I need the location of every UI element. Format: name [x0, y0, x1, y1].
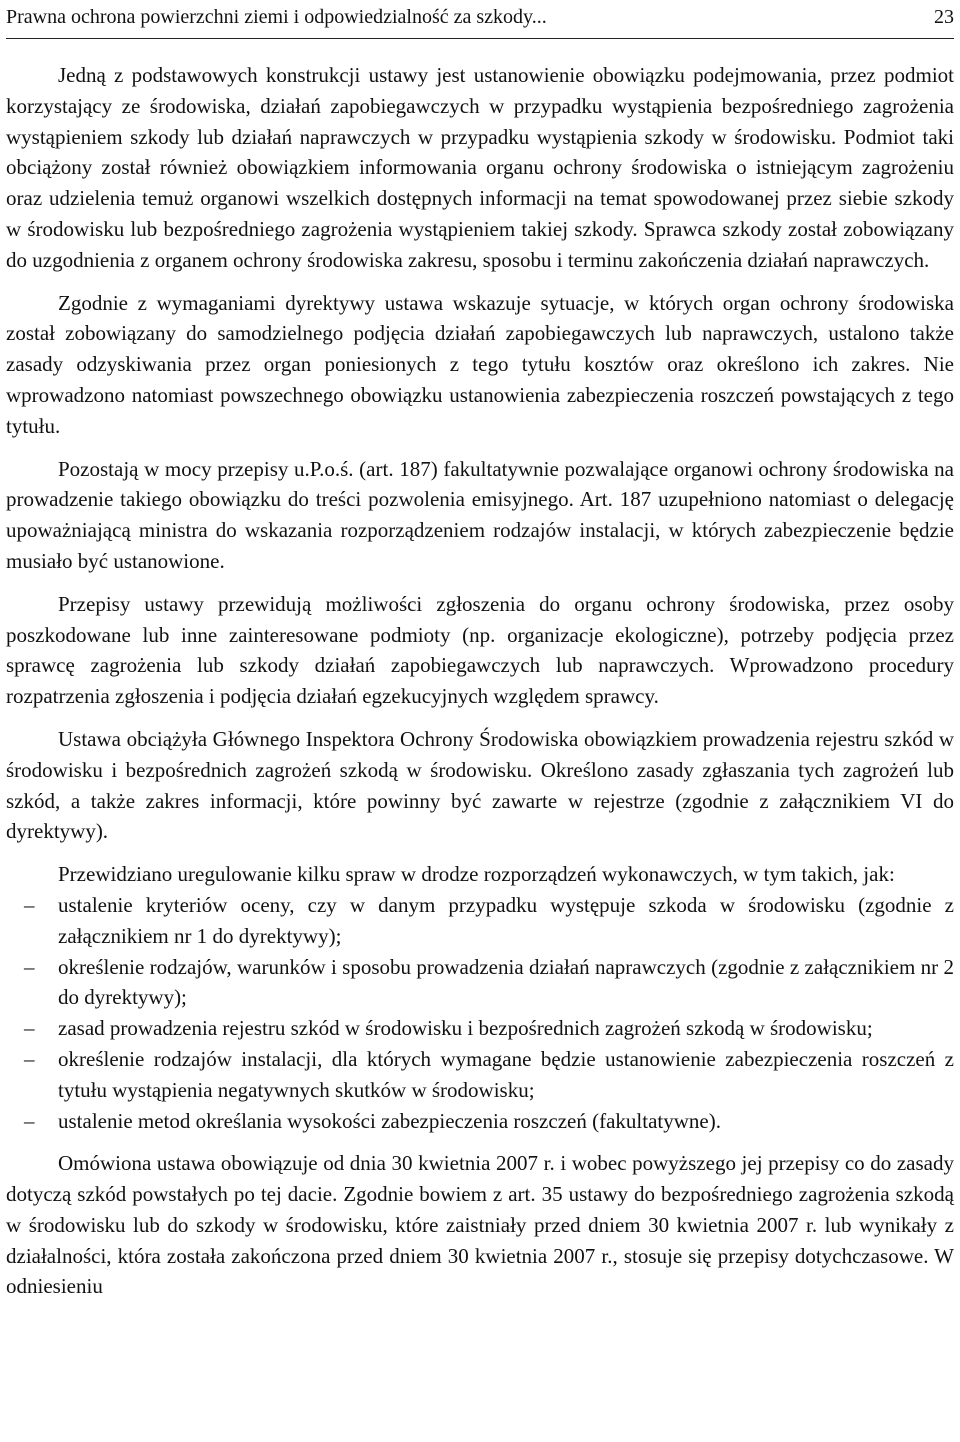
paragraph-1: Jedną z podstawowych konstrukcji ustawy jest ustanowienie obowiązku podejmowania, przez podmiot korzystający ze środowiska, działań zapobiegawczych w przypadku wystąpienia bezpośredniego zagrożenia wystąpieniem szkody lub działań naprawczych w przypadku wystąpienia szkody w środowisku. Podmiot taki obciążony został również obowiązkiem informowania organu ochrony środowiska o istniejącym zagrożeniu oraz udzielenia temuż organowi wszelkich dostępnych informacji na temat spowodowanej przez siebie szkody w środowisku lub bezpośredniego zagrożenia wystąpieniem takiej szkody. Sprawca szkody został zobowiązany do uzgodnienia z organem ochrony środowiska zakresu, sposobu i terminu zakończenia działań naprawczych. [6, 63, 954, 272]
list-item-text: określenie rodzajów, warunków i sposobu prowadzenia działań naprawczych (zgodnie z załącznikiem nr 2 do dyrektywy); [58, 954, 954, 1010]
page-header [6, 4, 954, 30]
body-text [6, 60, 954, 1302]
paragraph-2: Zgodnie z wymaganiami dyrektywy ustawa wskazuje sytuacje, w których organ ochrony środowiska został zobowiązany do samodzielnego podjęcia działań zapobiegawczych lub naprawczych, ustalono także zasady odzyskiwania przez organ poniesionych z tego tytułu kosztów oraz określono ich zakres. Nie wprowadzono natomiast powszechnego obowiązku ustanowienia zabezpieczenia roszczeń powstających z tego tytułu. [6, 290, 954, 438]
paragraph-6: Przewidziano uregulowanie kilku spraw w drodze rozporządzeń wykonawczych, w tym takich, jak: [58, 862, 895, 887]
paragraph-4: Przepisy ustawy przewidują możliwości zgłoszenia do organu ochrony środowiska, przez osoby poszkodowane lub inne zainteresowane podmioty (np. organizacje ekologiczne), potrzeby podjęcia przez sprawcę zagrożenia lub szkody działań zapobiegawczych lub naprawczych. Wprowadzono procedury rozpatrzenia zgłoszenia i podjęcia działań egzekucyjnych względem sprawcy. [6, 591, 954, 709]
dash-marker: – [24, 892, 35, 917]
dash-marker: – [24, 954, 35, 979]
list-item [6, 890, 954, 952]
list-item [6, 1013, 954, 1044]
list-item-text: ustalenie metod określania wysokości zabezpieczenia roszczeń (fakultatywne). [58, 1108, 721, 1133]
dash-marker: – [24, 1108, 35, 1133]
list-item-text: określenie rodzajów instalacji, dla których wymagane będzie ustanowienie zabezpieczenia roszczeń z tytułu wystąpienia negatywnych skutków w środowisku; [58, 1046, 954, 1102]
header-rule [6, 38, 954, 39]
list-item [6, 952, 954, 1014]
paragraph-final: Omówiona ustawa obowiązuje od dnia 30 kwietnia 2007 r. i wobec powyższego jej przepisy co do zasady dotyczą szkód powstałych po tej dacie. Zgodnie bowiem z art. 35 ustawy do bezpośredniego zagrożenia szkodą w środowisku lub do szkody w środowisku, które zaistniały przed dniem 30 kwietnia 2007 r. lub wynikały z działalności, która została zakończona przed dniem 30 kwietnia 2007 r., stosuje się przepisy dotychczasowe. W odniesieniu [6, 1151, 954, 1299]
paragraph-3: Pozostają w mocy przepisy u.P.o.ś. (art. 187) fakultatywnie pozwalające organowi ochrony środowiska na prowadzenie takiego obowiązku do treści pozwolenia emisyjnego. Art. 187 uzupełniono natomiast o delegację upoważniającą ministra do wskazania rozporządzeniem rodzajów instalacji, w których zabezpieczenie będzie musiało być ustanowione. [6, 456, 954, 573]
dash-marker: – [24, 1046, 35, 1071]
list-item [6, 1106, 954, 1137]
list-item-text: zasad prowadzenia rejestru szkód w środowisku i bezpośrednich zagrożeń szkodą w środowisku; [58, 1016, 873, 1041]
list-item [6, 1044, 954, 1106]
dash-list [6, 890, 954, 1136]
paragraph-5: Ustawa obciążyła Głównego Inspektora Ochrony Środowiska obowiązkiem prowadzenia rejestru szkód w środowisku i bezpośrednich zagrożeń szkodą w środowisku. Określono zasady zgłaszania tych zagrożeń lub szkód, a także zakres informacji, które powinny być zawarte w rejestrze (zgodnie z załącznikiem VI do dyrektywy). [6, 726, 954, 844]
dash-marker: – [24, 1016, 35, 1041]
page-number: 23 [934, 6, 954, 28]
list-item-text: ustalenie kryteriów oceny, czy w danym przypadku występuje szkoda w środowisku (zgodnie z załącznikiem nr 1 do dyrektywy); [58, 892, 954, 948]
running-title: Prawna ochrona powierzchni ziemi i odpowiedzialność za szkody... [6, 6, 547, 28]
